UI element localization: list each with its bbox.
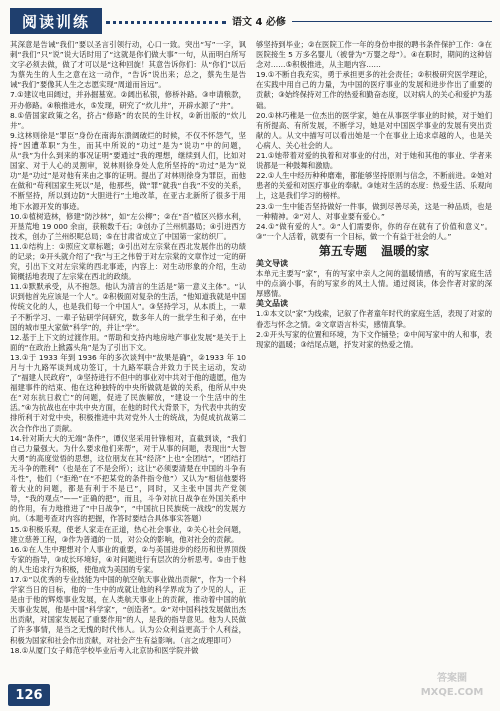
answer-paragraph: 20.①林巧稚是一位杰出的医学家，她在从事医学事业的时候，对于她们有所提高、有所发展，不断学习，她是对中国医学事业的发展有突出贡献的人。从文中描写可以看出她是一个在事业上追求卓越的人，也是关心病人、关心社会的人。: [256, 110, 492, 150]
answer-paragraph: 本单元主要写“家”，有的写家中亲人之间的温暖情感，有的写家庭生活中的点滴小事，有的写家乡的风土人情。通过阅读，体会作者对家的深厚感情。: [256, 269, 492, 299]
section-title: 温暖的家: [381, 243, 430, 258]
answer-paragraph: 7.①建议电田阔过，并孙掘墓宽。②阔出私银，修桥补路。③申请粮款，开办修路。④粮推进水，⑤发现，研究了“炊儿井”，开辟水源了“井”。: [10, 90, 246, 110]
answer-paragraph: 12.基于上下文的过渡作用。“帮助和支持内地房地产事业发展”是关于上面的“在政治上掀露头角”是为了引出下文。: [10, 332, 246, 352]
section-number: 第五专题: [318, 243, 367, 258]
answer-paragraph: 8.①借国家政策之名，挤占“修路”的农民的生计权，②新出版的“炊儿井”。: [10, 110, 246, 130]
page-header: [10, 8, 492, 34]
answer-paragraph: 16.①在人生中理想对个人事业的重要，②与美国进步的经历和世界顶级专家的指导，③成长环境好，④对问题进行有层次的分析思考。⑤由于他的人生追求行为积极，使他成为美国的专家。: [10, 544, 246, 574]
answer-paragraph: 11.①结构上：①照应文章标题；③引出对左宗棠在西北发展作出的功绩的记录；②开头就介绍了“我”与王之伟曾于对左宗棠的文章作过一定的研究，引出下文对左宗棠的西北事迹，内容上：对生动形象的介绍，生动简概括地表现了左宗棠在西北的政绩。: [10, 241, 247, 282]
subheading: 美文品读: [256, 299, 288, 309]
header-rule: [292, 21, 492, 22]
answer-paragraph: 17.①“以优秀的专业技能为中国的航空航天事业做出贡献”，作为一个科学家当日的目标，他的一生中的成就让他的科学界成为了少见的人，正是由于他的辉煌事业发展，在人类航天事业上的贡献，推动着中国的航天事业发展，他是中国“科学家”，“创造者”。②“对中国科技发展做出杰出贡献，对国家发展起了重要作用”的人，是我的指导意见。他为人民做了许多事情，是当之无愧的时代伟人。认为公众利益更高于个人利益，积极为国家和社会作出贡献，对社会产生有益影响。（言之成理即可）: [10, 574, 246, 645]
page-number: 126: [8, 684, 50, 706]
watermark-logo: 答案圈 MXQE.COM: [420, 673, 484, 698]
answer-paragraph: 23.①一生中能否坚持做好一件事，做到尽善尽美，这是一种品质，也是一种精神。②“对人、对事业要有爱心。”: [256, 201, 492, 221]
answer-paragraph: 9.这林则徐是“罪臣”身份在南海东溃阔破烂的时候，不仅不怀怨气，坚持“因遭革职”为生，而其中所说的“功过”是为“说功”中的问题，从“我”为什么到来的事况证明“要通过”我的理想，继续到人们，比如对国家、对于人心的灵割审，说林则徐身处人危所坚持的“功过”是为“说功”是“功过”是对他有来由之事的证明。提出了对林则徐身为罪臣，而他在做和“苟利国家生死以”是，他那些，做“罪”就我“自我”不安的关系，不断坚持，所以到边防“大胆进行”土地改革，在亚古北新所了很多于用地下水源开发的事迹。: [10, 130, 246, 211]
header-title: 阅读训练: [10, 8, 102, 34]
subheading: 美文导读: [256, 258, 288, 268]
answer-paragraph: 13.①于 1933 年到 1936 年的多次谈判中“故果是确”，②1933 年 10 月与十九路军谈判成功签订，十九路军联合并致力于民主运动，发动了“福建人民政府”，③坚持进行不但中的事业对中共对于他的遗愿，他为福建事件的结束、他在这种独特的中央所做就是做的关系，他所从中央在“对东抗日救亡”的问题，促进了民族解放，“建设一个生活中的生活。”④为抗战也在中共中央方面，在他的时代大背景下，为代表中共的安排所利于对党中央，积极推进中共对党外人士的统战，为促成抗战第二次合作作出了贡献。: [10, 352, 247, 433]
answer-paragraph: 15.①积极乐观，使老人家走在正道，热心社会事业，②关心社会问题，建立慈善工程，③作为普通的一员，对公众的影响，他对社会的贡献。: [10, 524, 246, 544]
header-dotted-rule: [106, 21, 226, 24]
answer-paragraph: 2.①开头写家的位置和环境，为下文作铺垫；②中间写家中的人和事，表现家的温暖；③结尾点题，抒发对家的热爱之情。: [256, 329, 492, 349]
answer-paragraph: 14.针对斯大大的无端“条件”，谭仪坚采用针锋相对，直截到谈，“我们自己力量强大。为什么要求他们来帮”，对于从事的问题，表现出“大智大勇”的高度觉悟的思想，这位朋友在其“经济”上也“全团结”，“团结打无斗争的胜利”（也是在了不是会所）；这让“必须要清楚在中国的斗争有斗性”，他们（“拒绝”在“不把某党的条件指令他”）又认为“相信他要将着大业的问题，都是有利于不是已”，同时，又主张中国共产党领导，“我的观点”——“正确的把”，而且，斗争对抗日战争在外国关系中的作用，有力地推进了“中日战争”，“中国抗日民族统一战线”的发展方向。（本题考查对内容的把握，作答时要结合具体事实答题）: [10, 433, 246, 524]
answer-paragraph: 22.①人生中经历种种磨难，都能够坚持原则与信念，不断前进。②她对患者的关爱和对医疗事业的奉献。③她对生活的态度：热爱生活、乐观向上，这是我们学习的榜样。: [256, 171, 492, 201]
answer-paragraph: 21.①她带着对爱的执着和对事业的付出，对于她和其他的事业、学者来说都是一种鼓舞和激励。: [256, 151, 492, 171]
answer-paragraph: 1.①本文以“家”为线索，记叙了作者童年时代的家庭生活，表现了对家的眷恋与怀念之情。②文章语言朴实，感情真挚。: [256, 309, 492, 329]
section-heading: [256, 243, 492, 258]
answer-paragraph: 11.①默默承受，从不抱怨。他认为清言的生活是“第一意义主体”。“认识到他首先应该是一个人”。②积极面对复杂的生活，“他知道我就是中国传统文化的人，也是我们每一个中国人”。③坚持学习，从本质上，一辈子不断学习、一辈子钻研学问研究，数多年人的一批学生和子弟，在中国的城市里大家做“科学”的，并让“学”。: [10, 282, 247, 332]
left-column: [10, 40, 246, 656]
answer-paragraph: 其深意是告诫“我们”要以圣言引领行动，心口一致。突出“写”一字，讽刺“我们”只“说”说大话时用了“这就是你们做大事”一句，从而明白所写文字必须去做，做了才可以是“这种回旋！其意告诉你们：从“你们”以后为蔡先生的人生之意在这一动作，“告诉”说出来；总之，蔡先生是告诫“我们”要像其人生之志愿实现“周道而旨远”。: [10, 40, 246, 90]
right-column: [256, 40, 492, 350]
answer-paragraph: 10.①植树造林，修建“防沙林”，如“左公柳”；②在“吾”植区兴修水利，开垦荒地 19 000 余亩，获粮数千石；③创办了兰州机器局；④引进西方技术，创办了兰州织呢总局；⑤在甘肃省成立了中国第一家纺织厂。: [10, 211, 246, 241]
header-subject: 语文 4 必修: [232, 17, 286, 28]
answer-paragraph: 19.①不断自我充实，勇于承担更多的社会责任；②积极研究医学理论，在实践中用自己的力量，为中国的医疗事业的发展和进步作出了重要的贡献；③始终保持对工作的热爱和勤奋态度，以对病人的关心和爱护为基础。: [256, 70, 492, 110]
answer-paragraph: 18.①从厦门女子师范学校毕业后考入北京协和医学院并做: [10, 645, 199, 655]
answer-paragraph: 够坚持到毕业；②在医院工作一年的身份申报的聘书条件保护工作：③在医院接生 5 万多名婴儿（被誉为“万婴之母”）。④在职时，期间的这种信念对……⑤积极推进，从主题内容……: [256, 40, 492, 70]
answer-paragraph: 24.①“做有爱的人”。②“人们需要你，你的存在就有了价值和意义”。③“一个人活着，就要有一个目标，做一个有益于社会的人。”: [256, 221, 492, 241]
